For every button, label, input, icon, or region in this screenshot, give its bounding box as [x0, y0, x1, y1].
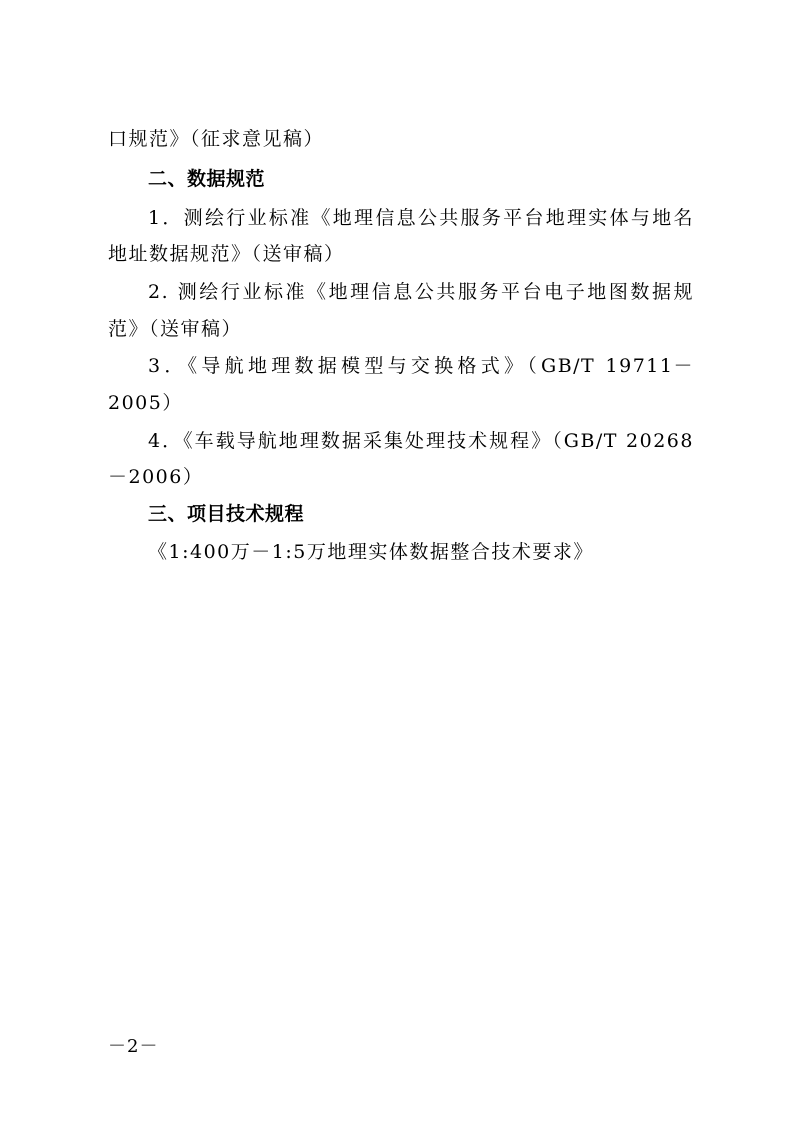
list-item-4-line-2: －2006） [108, 466, 204, 488]
list-item-3-line-1: 3．《导航地理数据模型与交换格式》（GB/T 19711－ [148, 355, 694, 377]
list-item-3-line-2: 2005） [108, 392, 183, 414]
list-item-2-line-1: 2. 测绘行业标准《地理信息公共服务平台电子地图数据规 [148, 281, 694, 303]
section-heading-data-standards: 二、数据规范 [148, 168, 266, 190]
list-item-2-line-2: 范》（送审稿） [108, 318, 243, 340]
list-item-procedure: 《1:400万－1:5万地理实体数据整合技术要求》 [148, 541, 594, 563]
page-number: －2－ [108, 1036, 159, 1057]
text-line-continuation: 口规范》（征求意见稿） [108, 128, 325, 150]
list-item-4-line-1: 4．《车载导航地理数据采集处理技术规程》（GB/T 20268 [148, 430, 694, 452]
section-heading-technical-procedures: 三、项目技术规程 [148, 503, 305, 525]
list-item-1-line-1: 1．测绘行业标准《地理信息公共服务平台地理实体与地名 [148, 207, 694, 229]
list-item-1-line-2: 地址数据规范》（送审稿） [108, 243, 345, 265]
